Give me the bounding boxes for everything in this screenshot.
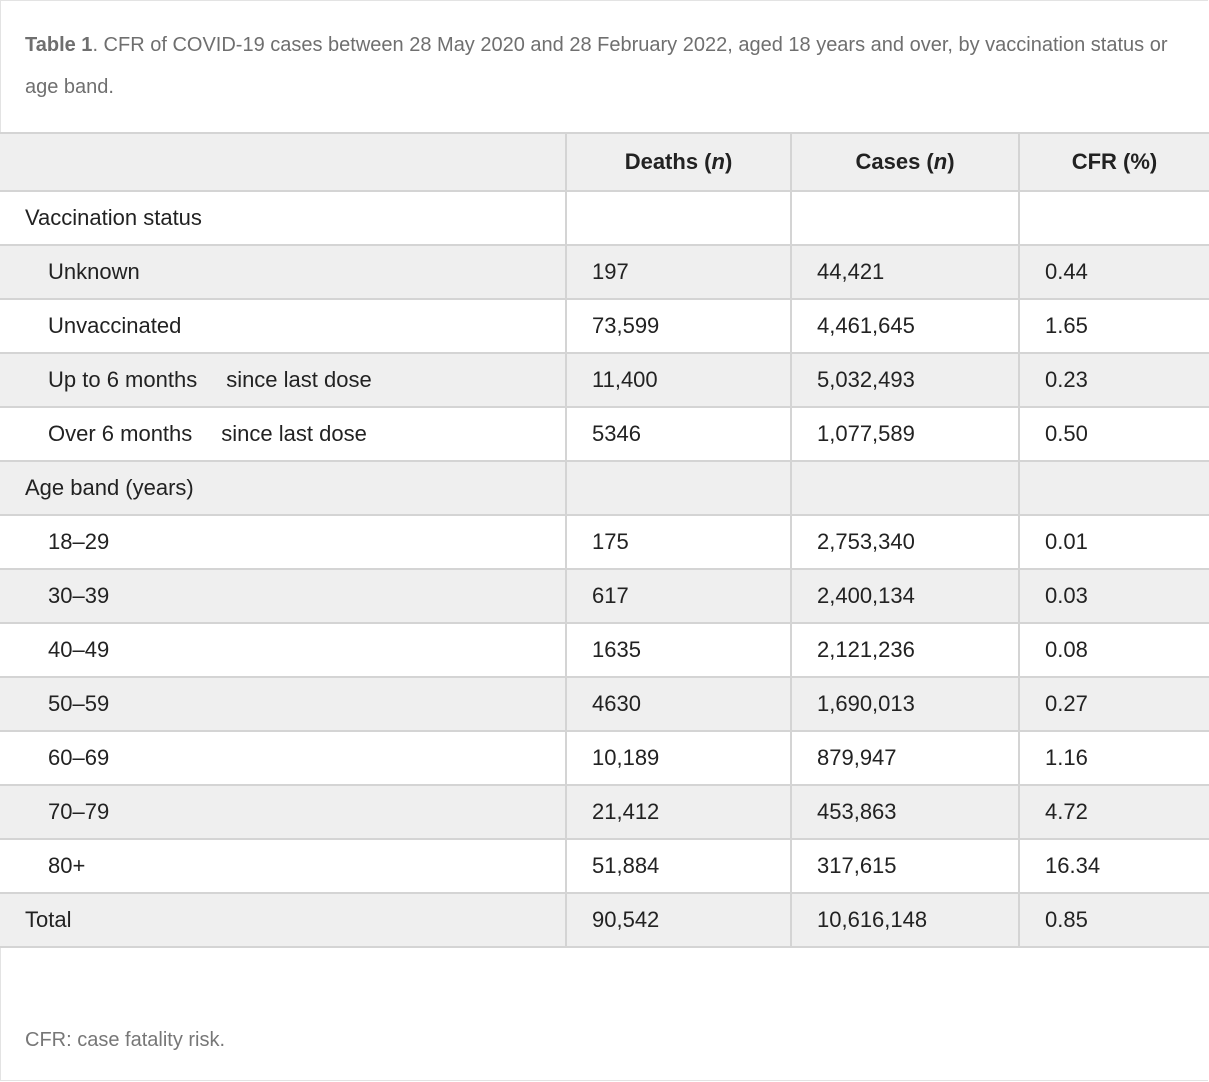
table-row xyxy=(0,839,1209,893)
cases-cell: 2,400,134 xyxy=(791,569,1019,623)
row-label: 70–79 xyxy=(0,785,566,839)
table-row xyxy=(0,623,1209,677)
caption-label: Table 1 xyxy=(25,34,93,56)
header-cases: Cases (n) xyxy=(791,133,1019,191)
row-label: 18–29 xyxy=(0,515,566,569)
table-row xyxy=(0,245,1209,299)
table-row xyxy=(0,677,1209,731)
table-row xyxy=(0,353,1209,407)
deaths-cell: 5346 xyxy=(566,407,791,461)
cfr-cell: 1.16 xyxy=(1019,731,1209,785)
cfr-cell: 0.85 xyxy=(1019,893,1209,947)
cases-cell: 1,690,013 xyxy=(791,677,1019,731)
deaths-cell: 51,884 xyxy=(566,839,791,893)
row-label: 30–39 xyxy=(0,569,566,623)
cfr-cell: 0.08 xyxy=(1019,623,1209,677)
header-empty xyxy=(0,133,566,191)
row-label: Over 6 months since last dose xyxy=(0,407,566,461)
cfr-cell: 0.23 xyxy=(1019,353,1209,407)
table-caption xyxy=(25,24,1185,108)
row-label: Unknown xyxy=(0,245,566,299)
section-heading: Age band (years) xyxy=(0,461,566,515)
row-label: 80+ xyxy=(0,839,566,893)
row-label: 60–69 xyxy=(0,731,566,785)
table-row xyxy=(0,299,1209,353)
deaths-cell: 4630 xyxy=(566,677,791,731)
section-heading: Vaccination status xyxy=(0,191,566,245)
deaths-cell: 175 xyxy=(566,515,791,569)
deaths-cell: 21,412 xyxy=(566,785,791,839)
cases-cell: 5,032,493 xyxy=(791,353,1019,407)
deaths-cell: 90,542 xyxy=(566,893,791,947)
row-label: 50–59 xyxy=(0,677,566,731)
cases-cell: 453,863 xyxy=(791,785,1019,839)
caption-text: . CFR of COVID-19 cases between 28 May 2020 and 28 February 2022, aged 18 years and over, by vaccination status or age band. xyxy=(25,34,1168,98)
deaths-cell: 197 xyxy=(566,245,791,299)
row-label: 40–49 xyxy=(0,623,566,677)
deaths-cell: 10,189 xyxy=(566,731,791,785)
cfr-cell: 1.65 xyxy=(1019,299,1209,353)
cfr-cell: 0.27 xyxy=(1019,677,1209,731)
header-row xyxy=(0,133,1209,191)
cases-cell: 2,753,340 xyxy=(791,515,1019,569)
cfr-cell: 16.34 xyxy=(1019,839,1209,893)
cfr-cell: 0.44 xyxy=(1019,245,1209,299)
deaths-cell: 11,400 xyxy=(566,353,791,407)
deaths-cell: 1635 xyxy=(566,623,791,677)
row-label: Unvaccinated xyxy=(0,299,566,353)
cfr-cell: 0.03 xyxy=(1019,569,1209,623)
header-deaths: Deaths (n) xyxy=(566,133,791,191)
total-row xyxy=(0,893,1209,947)
cfr-cell: 0.50 xyxy=(1019,407,1209,461)
cases-cell: 2,121,236 xyxy=(791,623,1019,677)
cfr-cell: 4.72 xyxy=(1019,785,1209,839)
cfr-table xyxy=(0,132,1209,948)
table-row xyxy=(0,785,1209,839)
cases-cell: 317,615 xyxy=(791,839,1019,893)
cases-cell: 44,421 xyxy=(791,245,1019,299)
deaths-cell: 73,599 xyxy=(566,299,791,353)
header-cfr: CFR (%) xyxy=(1019,133,1209,191)
table-row xyxy=(0,407,1209,461)
table-footnote: CFR: case fatality risk. xyxy=(25,1029,226,1051)
cases-cell: 4,461,645 xyxy=(791,299,1019,353)
table-row xyxy=(0,569,1209,623)
cfr-cell: 0.01 xyxy=(1019,515,1209,569)
deaths-cell: 617 xyxy=(566,569,791,623)
section-row-age xyxy=(0,461,1209,515)
table-row xyxy=(0,515,1209,569)
table-row xyxy=(0,731,1209,785)
cases-cell: 10,616,148 xyxy=(791,893,1019,947)
total-label: Total xyxy=(0,893,566,947)
row-label: Up to 6 months since last dose xyxy=(0,353,566,407)
section-row-vaccination xyxy=(0,191,1209,245)
cases-cell: 1,077,589 xyxy=(791,407,1019,461)
cases-cell: 879,947 xyxy=(791,731,1019,785)
